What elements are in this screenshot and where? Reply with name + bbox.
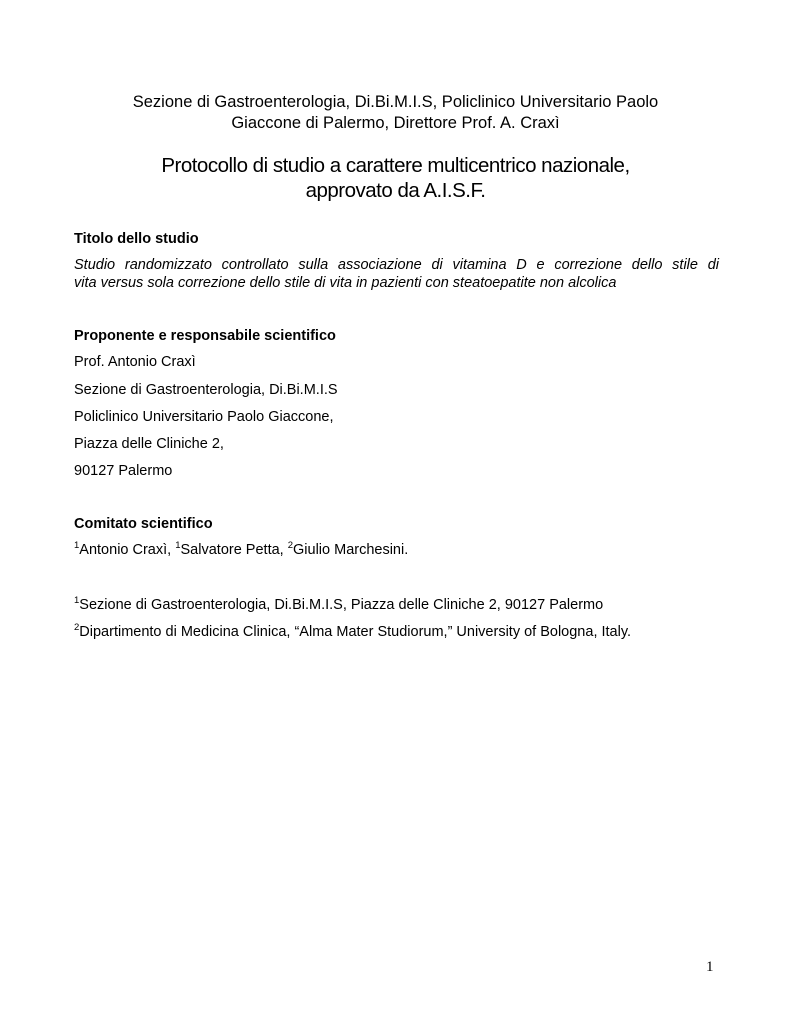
proposer-line: Sezione di Gastroenterologia, Di.Bi.M.I.S (74, 382, 338, 398)
header-line-2: Giaccone di Palermo, Direttore Prof. A. Craxì (231, 114, 560, 132)
study-title-text (74, 256, 719, 292)
affiliation-marker: 1 (74, 595, 80, 606)
proposer-line: Policlinico Universitario Paolo Giaccone, (74, 409, 334, 425)
affiliation-marker: 1 (175, 540, 181, 551)
affiliation-marker: 2 (74, 622, 80, 633)
committee-member: Salvatore Petta, (180, 542, 288, 558)
proposer-line: Piazza delle Cliniche 2, (74, 436, 224, 452)
header-line-1: Sezione di Gastroenterologia, Di.Bi.M.I.S, Policlinico Universitario Paolo (132, 93, 659, 111)
committee-member: Antonio Craxì, (79, 542, 176, 558)
affiliation-marker: 1 (74, 540, 80, 551)
study-title-line-2: vita versus sola correzione dello stile di vita in pazienti con steatoepatite non alcolica (74, 275, 617, 291)
document-title-line-2: approvato da A.I.S.F. (305, 179, 486, 202)
proposer-line: Prof. Antonio Craxì (74, 354, 196, 370)
study-title-heading: Titolo dello studio (74, 231, 199, 247)
proposer-heading: Proponente e responsabile scientifico (74, 328, 336, 344)
committee-members (74, 541, 408, 559)
committee-heading: Comitato scientifico (74, 516, 213, 532)
affiliation-marker: 2 (287, 540, 294, 551)
affiliation-2 (74, 623, 631, 641)
affiliation-1 (74, 596, 603, 614)
document-title-line-1: Protocollo di studio a carattere multicentrico nazionale, (161, 154, 630, 177)
affiliation-text: Dipartimento di Medicina Clinica, “Alma Mater Studiorum,” University of Bologna, Italy. (79, 624, 632, 640)
committee-member: Giulio Marchesini. (293, 542, 409, 558)
page-number: 1 (706, 959, 714, 975)
proposer-line: 90127 Palermo (74, 463, 173, 479)
affiliation-text: Sezione di Gastroenterologia, Di.Bi.M.I.S, Piazza delle Cliniche 2, 90127 Palermo (79, 597, 604, 613)
study-title-line-1: Studio randomizzato controllato sulla associazione di vitamina D e correzione dello stile di (74, 257, 719, 273)
